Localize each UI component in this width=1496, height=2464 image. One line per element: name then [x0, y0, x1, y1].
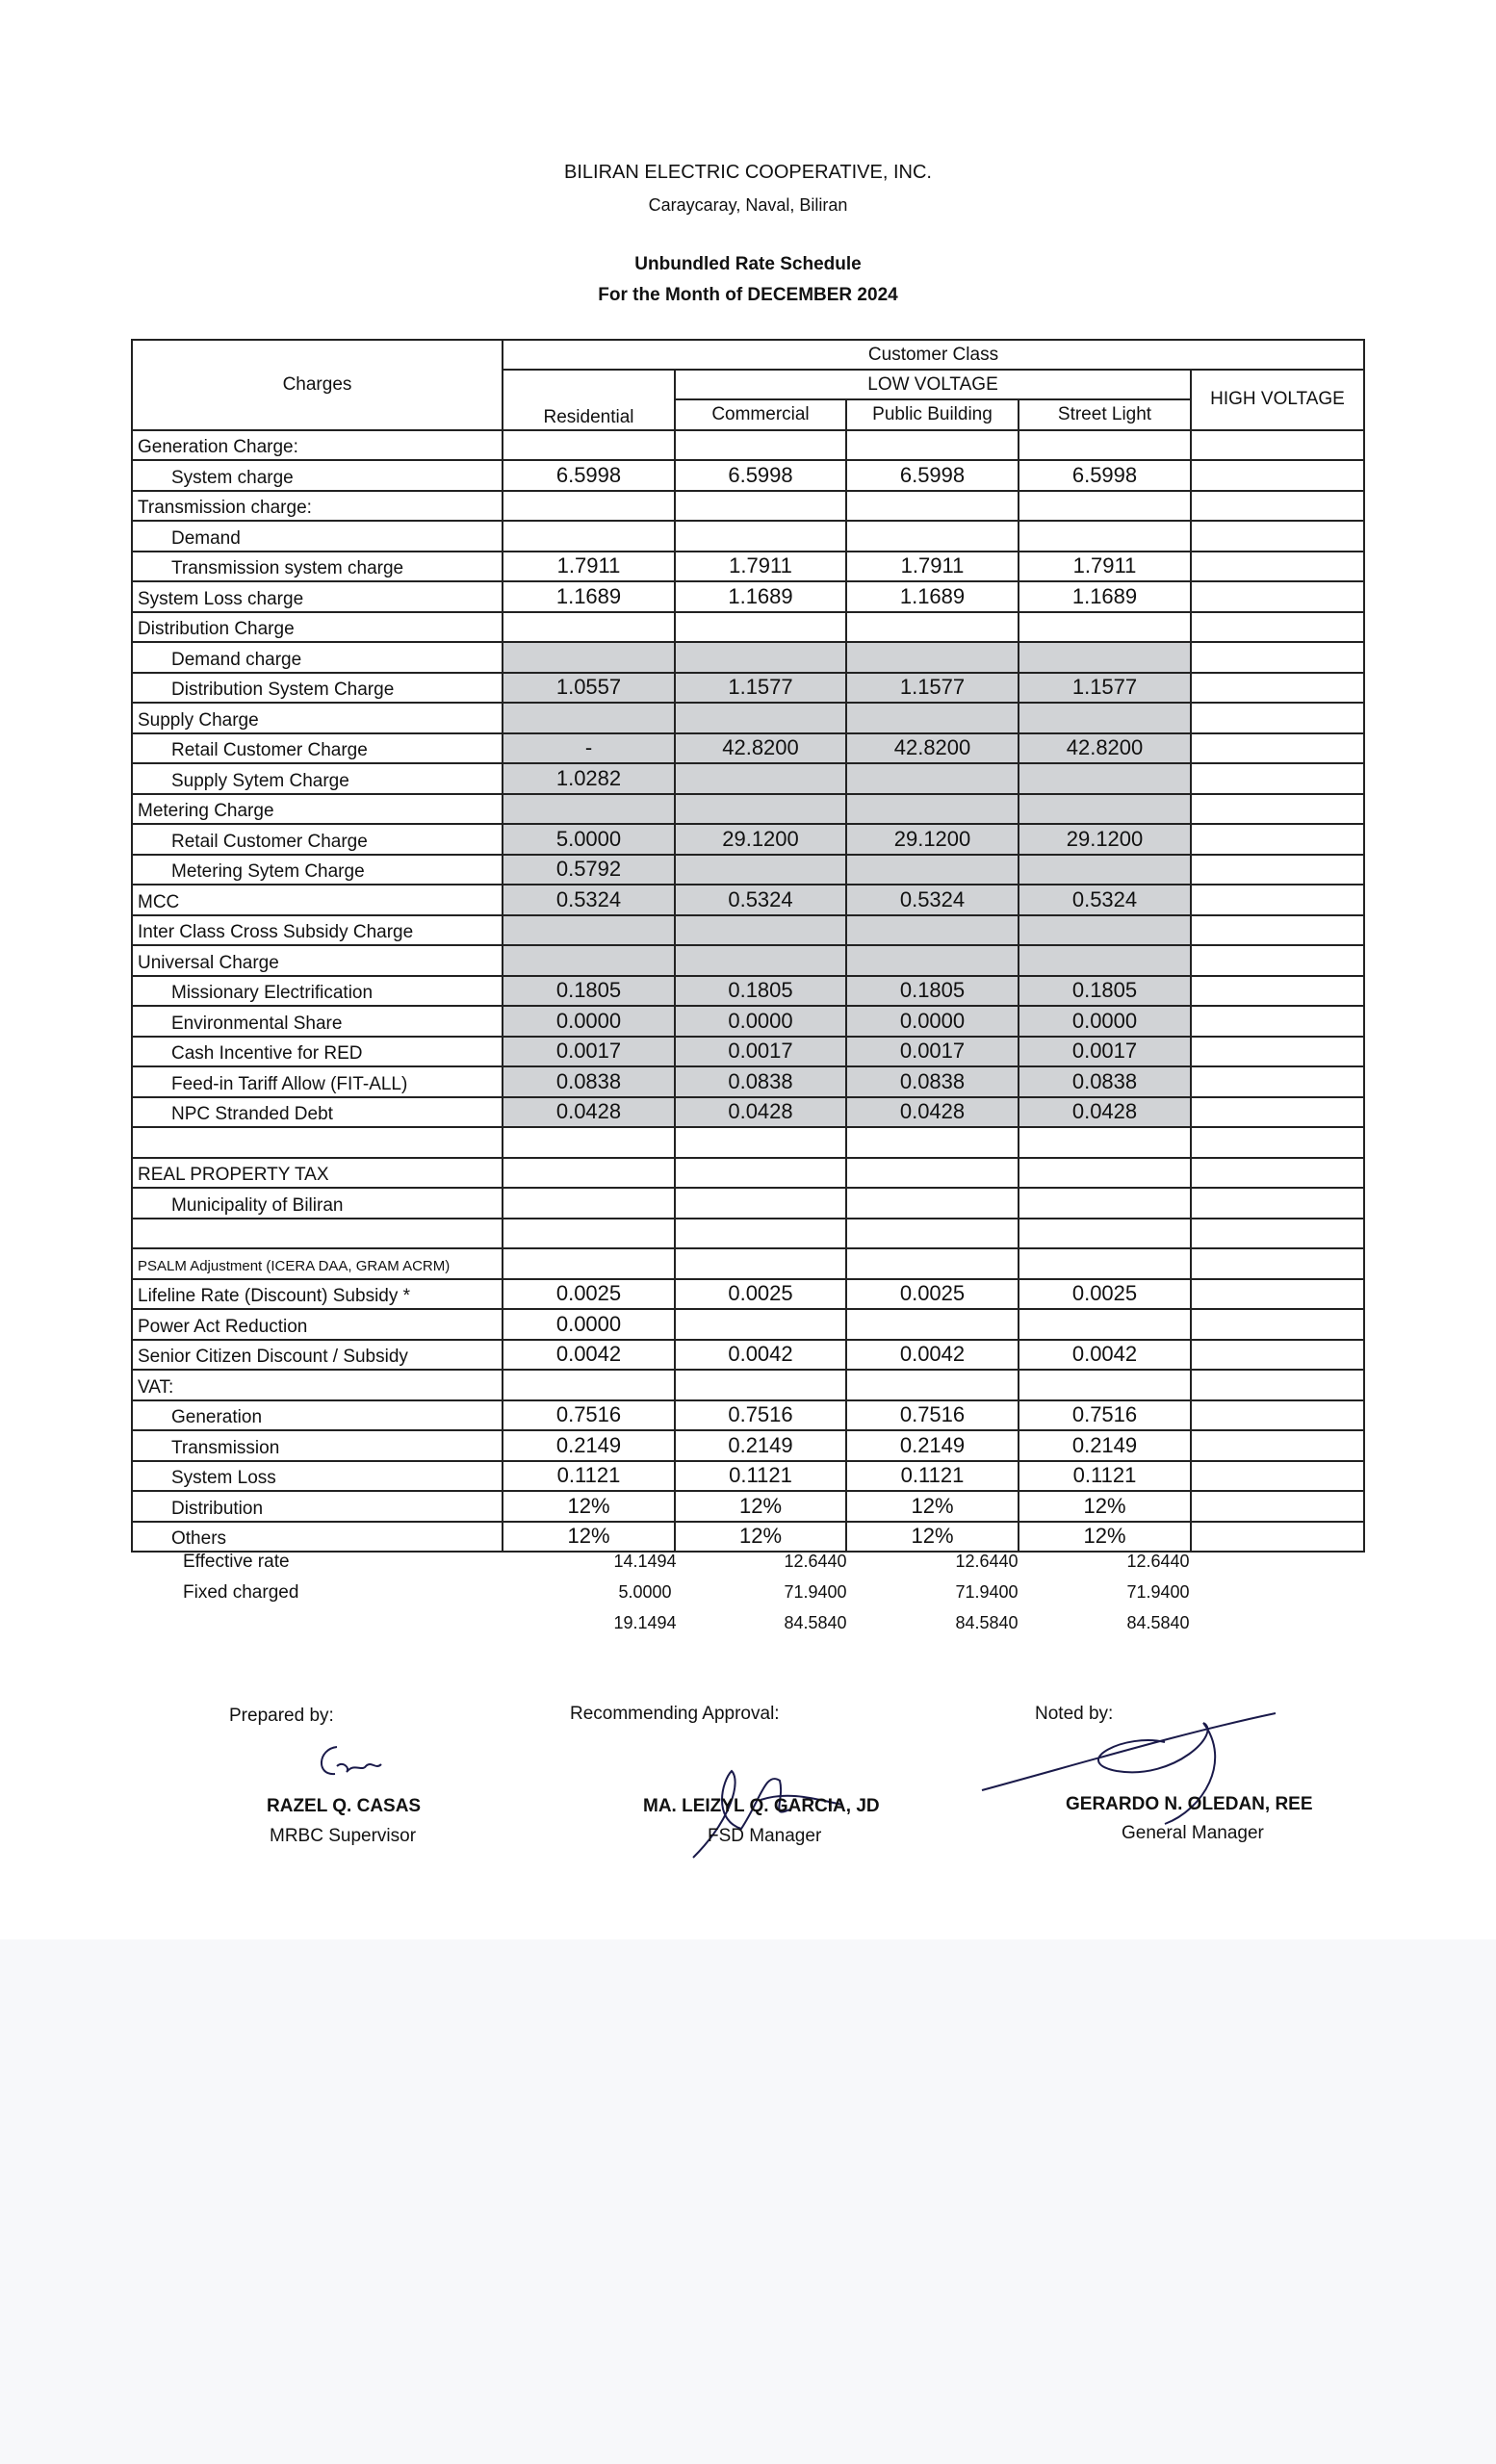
rate-cell-public-building	[846, 1219, 1019, 1249]
row-label: NPC Stranded Debt	[132, 1097, 503, 1128]
rate-cell-street-light	[1019, 1309, 1191, 1340]
rate-cell-commercial: 42.8200	[675, 733, 846, 764]
summary-value: 84.5840	[955, 1613, 1019, 1632]
rate-cell-residential	[503, 642, 675, 673]
rate-cell-high-voltage	[1191, 673, 1364, 704]
rate-cell-high-voltage	[1191, 1188, 1364, 1219]
rate-cell-high-voltage	[1191, 945, 1364, 976]
rate-cell-residential	[503, 1188, 675, 1219]
noted-title: General Manager	[1122, 1823, 1264, 1843]
rate-cell-street-light	[1019, 915, 1191, 946]
col-commercial: Commercial	[675, 399, 846, 430]
summary-value: 12.6440	[955, 1552, 1019, 1571]
rate-cell-street-light	[1019, 1188, 1191, 1219]
rate-cell-street-light: 12%	[1019, 1522, 1191, 1553]
rate-cell-street-light: 0.5324	[1019, 885, 1191, 915]
rate-cell-residential	[503, 612, 675, 643]
rate-cell-street-light: 0.2149	[1019, 1430, 1191, 1461]
rate-cell-high-voltage	[1191, 885, 1364, 915]
rate-cell-commercial: 6.5998	[675, 460, 846, 491]
rate-cell-residential: 1.7911	[503, 552, 675, 582]
rate-cell-residential: 0.0000	[503, 1006, 675, 1037]
rate-cell-street-light	[1019, 1248, 1191, 1279]
rate-cell-residential: 0.1805	[503, 976, 675, 1007]
rate-cell-commercial: 0.1121	[675, 1461, 846, 1492]
rate-cell-residential: 0.0000	[503, 1309, 675, 1340]
doc-subtitle: For the Month of DECEMBER 2024	[598, 285, 898, 305]
table-row	[132, 642, 1364, 673]
row-label: Distribution	[132, 1491, 503, 1522]
rate-cell-high-voltage	[1191, 1248, 1364, 1279]
rate-cell-residential: 5.0000	[503, 824, 675, 855]
table-row	[132, 885, 1364, 915]
noted-name: GERARDO N. OLEDAN, REE	[1066, 1794, 1313, 1814]
rate-cell-public-building	[846, 763, 1019, 794]
rate-cell-commercial	[675, 1370, 846, 1400]
row-label: MCC	[132, 885, 503, 915]
rate-cell-street-light	[1019, 1127, 1191, 1158]
rate-cell-residential	[503, 1370, 675, 1400]
rate-cell-commercial	[675, 1309, 846, 1340]
col-residential: Residential	[503, 370, 675, 430]
summary-row	[0, 1582, 1496, 1611]
rate-cell-public-building	[846, 1158, 1019, 1189]
rate-cell-residential: 0.0042	[503, 1340, 675, 1371]
rate-cell-high-voltage	[1191, 824, 1364, 855]
rate-cell-residential: 12%	[503, 1522, 675, 1553]
rate-cell-public-building	[846, 1188, 1019, 1219]
noted-label: Noted by:	[1035, 1704, 1114, 1724]
row-label: Municipality of Biliran	[132, 1188, 503, 1219]
rate-cell-high-voltage	[1191, 1491, 1364, 1522]
rate-cell-street-light	[1019, 945, 1191, 976]
rate-cell-public-building	[846, 612, 1019, 643]
rate-cell-public-building: 6.5998	[846, 460, 1019, 491]
row-label: Supply Sytem Charge	[132, 763, 503, 794]
rate-cell-street-light	[1019, 1219, 1191, 1249]
summary-value: 71.9400	[784, 1582, 847, 1602]
row-label: Environmental Share	[132, 1006, 503, 1037]
summary-value: 71.9400	[955, 1582, 1019, 1602]
row-label: Metering Sytem Charge	[132, 855, 503, 886]
table-row	[132, 915, 1364, 946]
rate-cell-street-light	[1019, 1158, 1191, 1189]
rate-cell-street-light: 0.0025	[1019, 1279, 1191, 1310]
rate-cell-residential: 12%	[503, 1491, 675, 1522]
table-row	[132, 491, 1364, 522]
rate-cell-street-light: 0.1121	[1019, 1461, 1191, 1492]
rate-cell-public-building: 12%	[846, 1491, 1019, 1522]
rate-cell-public-building	[846, 915, 1019, 946]
rate-cell-commercial	[675, 491, 846, 522]
table-row	[132, 1370, 1364, 1400]
rate-cell-public-building	[846, 794, 1019, 825]
rate-cell-residential: 1.0557	[503, 673, 675, 704]
table-row	[132, 1461, 1364, 1492]
row-label: Missionary Electrification	[132, 976, 503, 1007]
table-row	[132, 430, 1364, 461]
rate-cell-street-light	[1019, 855, 1191, 886]
rate-cell-public-building: 0.2149	[846, 1430, 1019, 1461]
rate-cell-high-voltage	[1191, 915, 1364, 946]
rate-cell-public-building	[846, 430, 1019, 461]
rate-cell-street-light: 0.0838	[1019, 1066, 1191, 1097]
rate-cell-residential: -	[503, 733, 675, 764]
rate-cell-public-building: 0.1121	[846, 1461, 1019, 1492]
summary-value: 5.0000	[618, 1582, 672, 1602]
rate-cell-residential	[503, 1248, 675, 1279]
rate-cell-public-building	[846, 1370, 1019, 1400]
table-row	[132, 976, 1364, 1007]
rate-cell-commercial	[675, 945, 846, 976]
rate-cell-commercial: 0.5324	[675, 885, 846, 915]
rate-cell-commercial	[675, 1188, 846, 1219]
rate-cell-commercial	[675, 1219, 846, 1249]
customer-class-header: Customer Class	[503, 340, 1364, 370]
recommending-label: Recommending Approval:	[570, 1704, 780, 1724]
rate-cell-street-light: 12%	[1019, 1491, 1191, 1522]
row-label: Distribution Charge	[132, 612, 503, 643]
rate-cell-street-light	[1019, 703, 1191, 733]
rate-cell-public-building	[846, 1127, 1019, 1158]
summary-value: 12.6440	[1126, 1552, 1190, 1571]
rate-cell-commercial	[675, 855, 846, 886]
rate-cell-high-voltage	[1191, 491, 1364, 522]
table-row	[132, 521, 1364, 552]
row-label: System Loss charge	[132, 581, 503, 612]
rate-cell-commercial	[675, 430, 846, 461]
rate-table	[131, 339, 1365, 1553]
rate-cell-commercial: 1.7911	[675, 552, 846, 582]
summary-value: 14.1494	[613, 1552, 677, 1571]
rate-cell-commercial: 0.2149	[675, 1430, 846, 1461]
rate-cell-high-voltage	[1191, 1370, 1364, 1400]
prepared-name: RAZEL Q. CASAS	[267, 1796, 422, 1816]
row-label: Others	[132, 1522, 503, 1553]
rate-cell-residential: 1.0282	[503, 763, 675, 794]
rate-cell-high-voltage	[1191, 794, 1364, 825]
row-label: System charge	[132, 460, 503, 491]
summary-value: 12.6440	[784, 1552, 847, 1571]
rate-cell-commercial	[675, 794, 846, 825]
table-row	[132, 1491, 1364, 1522]
row-label: Transmission	[132, 1430, 503, 1461]
summary-value: 71.9400	[1126, 1582, 1190, 1602]
row-label: Demand	[132, 521, 503, 552]
rate-cell-commercial	[675, 642, 846, 673]
rate-cell-street-light: 0.0428	[1019, 1097, 1191, 1128]
rate-cell-commercial	[675, 1158, 846, 1189]
col-street-light: Street Light	[1019, 399, 1191, 430]
table-row	[132, 1309, 1364, 1340]
rate-cell-street-light: 0.0000	[1019, 1006, 1191, 1037]
table-row	[132, 794, 1364, 825]
rate-cell-street-light	[1019, 430, 1191, 461]
row-label: Universal Charge	[132, 945, 503, 976]
rate-cell-public-building: 0.0838	[846, 1066, 1019, 1097]
recommending-name: MA. LEIZYL Q. GARCIA, JD	[643, 1796, 880, 1816]
table-row	[132, 1522, 1364, 1553]
table-row	[132, 824, 1364, 855]
rate-cell-commercial	[675, 1127, 846, 1158]
rate-cell-commercial: 0.1805	[675, 976, 846, 1007]
rate-cell-street-light: 0.0042	[1019, 1340, 1191, 1371]
rate-cell-residential	[503, 1127, 675, 1158]
table-row	[132, 581, 1364, 612]
rate-cell-commercial: 0.0838	[675, 1066, 846, 1097]
rate-cell-residential: 0.2149	[503, 1430, 675, 1461]
rate-cell-residential: 0.0838	[503, 1066, 675, 1097]
col-public-building: Public Building	[846, 399, 1019, 430]
rate-cell-high-voltage	[1191, 1037, 1364, 1067]
rate-cell-high-voltage	[1191, 1309, 1364, 1340]
rate-cell-residential: 0.0017	[503, 1037, 675, 1067]
rate-cell-public-building: 1.1689	[846, 581, 1019, 612]
rate-cell-high-voltage	[1191, 1097, 1364, 1128]
rate-cell-commercial: 0.0025	[675, 1279, 846, 1310]
rate-cell-street-light	[1019, 521, 1191, 552]
rate-cell-high-voltage	[1191, 1430, 1364, 1461]
table-row	[132, 945, 1364, 976]
rate-cell-commercial: 0.0000	[675, 1006, 846, 1037]
table-row	[132, 1219, 1364, 1249]
table-row	[132, 1127, 1364, 1158]
table-row	[132, 1279, 1364, 1310]
low-voltage-header: LOW VOLTAGE	[675, 370, 1191, 399]
rate-cell-commercial	[675, 612, 846, 643]
rate-cell-high-voltage	[1191, 733, 1364, 764]
rate-cell-public-building: 1.7911	[846, 552, 1019, 582]
rate-cell-high-voltage	[1191, 460, 1364, 491]
rate-cell-commercial: 1.1577	[675, 673, 846, 704]
rate-cell-commercial	[675, 915, 846, 946]
rate-cell-high-voltage	[1191, 1279, 1364, 1310]
rate-cell-public-building: 0.0000	[846, 1006, 1019, 1037]
row-label: Transmission charge:	[132, 491, 503, 522]
summary-value: 19.1494	[613, 1613, 677, 1632]
rate-cell-commercial: 29.1200	[675, 824, 846, 855]
rate-cell-commercial: 12%	[675, 1522, 846, 1553]
rate-cell-street-light: 0.1805	[1019, 976, 1191, 1007]
row-label: Demand charge	[132, 642, 503, 673]
row-label: Transmission system charge	[132, 552, 503, 582]
rate-cell-public-building: 12%	[846, 1522, 1019, 1553]
high-voltage-header: HIGH VOLTAGE	[1191, 370, 1364, 430]
rate-cell-residential: 6.5998	[503, 460, 675, 491]
rate-cell-public-building	[846, 945, 1019, 976]
rate-cell-street-light: 1.7911	[1019, 552, 1191, 582]
row-label: Generation Charge:	[132, 430, 503, 461]
rate-cell-commercial: 12%	[675, 1491, 846, 1522]
rate-cell-residential	[503, 521, 675, 552]
rate-cell-high-voltage	[1191, 521, 1364, 552]
rate-cell-commercial: 0.0017	[675, 1037, 846, 1067]
rate-cell-public-building	[846, 491, 1019, 522]
rate-cell-residential: 1.1689	[503, 581, 675, 612]
row-label: Cash Incentive for RED	[132, 1037, 503, 1067]
row-label	[132, 1127, 503, 1158]
rate-cell-high-voltage	[1191, 763, 1364, 794]
rate-cell-commercial: 0.0042	[675, 1340, 846, 1371]
org-name: BILIRAN ELECTRIC COOPERATIVE, INC.	[564, 162, 932, 183]
rate-cell-high-voltage	[1191, 581, 1364, 612]
row-label: Distribution System Charge	[132, 673, 503, 704]
rate-cell-residential: 0.0025	[503, 1279, 675, 1310]
rate-cell-street-light: 0.0017	[1019, 1037, 1191, 1067]
charges-header: Charges	[132, 340, 503, 430]
rate-cell-commercial: 0.0428	[675, 1097, 846, 1128]
doc-title: Unbundled Rate Schedule	[634, 254, 862, 274]
rate-cell-street-light	[1019, 1370, 1191, 1400]
table-row	[132, 1006, 1364, 1037]
rate-cell-high-voltage	[1191, 1219, 1364, 1249]
summary-label: Effective rate	[183, 1552, 290, 1572]
row-label: Inter Class Cross Subsidy Charge	[132, 915, 503, 946]
rate-cell-public-building	[846, 855, 1019, 886]
table-row	[132, 612, 1364, 643]
row-label: Metering Charge	[132, 794, 503, 825]
row-label: Retail Customer Charge	[132, 824, 503, 855]
rate-cell-public-building: 0.5324	[846, 885, 1019, 915]
row-label	[132, 1219, 503, 1249]
prepared-label: Prepared by:	[229, 1706, 334, 1726]
table-row	[132, 1188, 1364, 1219]
summary-value: 84.5840	[1126, 1613, 1190, 1632]
rate-cell-high-voltage	[1191, 1158, 1364, 1189]
rate-cell-residential	[503, 945, 675, 976]
summary-value: 84.5840	[784, 1613, 847, 1632]
summary-label: Fixed charged	[183, 1582, 299, 1603]
row-label: Lifeline Rate (Discount) Subsidy *	[132, 1279, 503, 1310]
row-label: Generation	[132, 1400, 503, 1431]
row-label: Senior Citizen Discount / Subsidy	[132, 1340, 503, 1371]
rate-cell-street-light: 29.1200	[1019, 824, 1191, 855]
rate-cell-public-building: 29.1200	[846, 824, 1019, 855]
summary-row	[0, 1613, 1496, 1642]
rate-cell-public-building: 1.1577	[846, 673, 1019, 704]
row-label: System Loss	[132, 1461, 503, 1492]
row-label: Retail Customer Charge	[132, 733, 503, 764]
rate-cell-street-light: 1.1577	[1019, 673, 1191, 704]
rate-cell-street-light: 1.1689	[1019, 581, 1191, 612]
rate-cell-high-voltage	[1191, 552, 1364, 582]
rate-cell-high-voltage	[1191, 430, 1364, 461]
rate-cell-residential: 0.7516	[503, 1400, 675, 1431]
rate-cell-high-voltage	[1191, 1006, 1364, 1037]
table-row	[132, 1340, 1364, 1371]
table-row	[132, 673, 1364, 704]
rate-cell-high-voltage	[1191, 1400, 1364, 1431]
rate-cell-public-building: 0.0025	[846, 1279, 1019, 1310]
table-row	[132, 763, 1364, 794]
rate-cell-residential: 0.0428	[503, 1097, 675, 1128]
rate-cell-commercial	[675, 703, 846, 733]
rate-cell-residential: 0.5792	[503, 855, 675, 886]
rate-cell-commercial	[675, 521, 846, 552]
rate-cell-high-voltage	[1191, 1066, 1364, 1097]
rate-cell-high-voltage	[1191, 612, 1364, 643]
rate-cell-street-light: 6.5998	[1019, 460, 1191, 491]
org-address: Caraycaray, Naval, Biliran	[648, 195, 848, 215]
rate-cell-public-building	[846, 642, 1019, 673]
rate-cell-residential	[503, 430, 675, 461]
row-label: Supply Charge	[132, 703, 503, 733]
table-row	[132, 1400, 1364, 1431]
table-row	[132, 552, 1364, 582]
rate-cell-street-light	[1019, 642, 1191, 673]
table-row	[132, 1037, 1364, 1067]
rate-cell-public-building: 42.8200	[846, 733, 1019, 764]
rate-cell-public-building	[846, 703, 1019, 733]
rate-cell-public-building	[846, 1309, 1019, 1340]
summary-row	[0, 1552, 1496, 1580]
rate-cell-public-building: 0.0042	[846, 1340, 1019, 1371]
rate-cell-public-building: 0.7516	[846, 1400, 1019, 1431]
row-label: Power Act Reduction	[132, 1309, 503, 1340]
rate-cell-street-light	[1019, 763, 1191, 794]
rate-cell-public-building: 0.0428	[846, 1097, 1019, 1128]
rate-cell-residential	[503, 1158, 675, 1189]
rate-cell-street-light: 0.7516	[1019, 1400, 1191, 1431]
rate-cell-commercial: 1.1689	[675, 581, 846, 612]
table-row	[132, 703, 1364, 733]
rate-cell-residential	[503, 1219, 675, 1249]
rate-cell-residential	[503, 491, 675, 522]
rate-cell-high-voltage	[1191, 1461, 1364, 1492]
row-label: Feed-in Tariff Allow (FIT-ALL)	[132, 1066, 503, 1097]
row-label: VAT:	[132, 1370, 503, 1400]
rate-cell-residential	[503, 915, 675, 946]
rate-cell-commercial	[675, 1248, 846, 1279]
table-row	[132, 1248, 1364, 1279]
rate-cell-high-voltage	[1191, 976, 1364, 1007]
table-row	[132, 855, 1364, 886]
table-row	[132, 1430, 1364, 1461]
signature-casas-icon	[308, 1737, 395, 1785]
table-row	[132, 460, 1364, 491]
rate-cell-residential	[503, 703, 675, 733]
rate-cell-street-light	[1019, 491, 1191, 522]
table-row	[132, 733, 1364, 764]
table-row	[132, 1066, 1364, 1097]
rate-cell-public-building	[846, 1248, 1019, 1279]
rate-cell-high-voltage	[1191, 1127, 1364, 1158]
row-label: REAL PROPERTY TAX	[132, 1158, 503, 1189]
recommending-title: FSD Manager	[708, 1826, 822, 1846]
rate-cell-street-light	[1019, 794, 1191, 825]
rate-cell-street-light	[1019, 612, 1191, 643]
rate-cell-residential: 0.1121	[503, 1461, 675, 1492]
table-row	[132, 1097, 1364, 1128]
rate-cell-high-voltage	[1191, 1340, 1364, 1371]
rate-cell-public-building: 0.0017	[846, 1037, 1019, 1067]
rate-cell-high-voltage	[1191, 642, 1364, 673]
prepared-title: MRBC Supervisor	[270, 1826, 417, 1846]
rate-cell-public-building	[846, 521, 1019, 552]
table-row	[132, 1158, 1364, 1189]
rate-cell-commercial: 0.7516	[675, 1400, 846, 1431]
rate-cell-high-voltage	[1191, 855, 1364, 886]
rate-cell-residential: 0.5324	[503, 885, 675, 915]
rate-cell-residential	[503, 794, 675, 825]
row-label: PSALM Adjustment (ICERA DAA, GRAM ACRM)	[132, 1248, 503, 1279]
rate-cell-high-voltage	[1191, 703, 1364, 733]
rate-cell-commercial	[675, 763, 846, 794]
rate-cell-high-voltage	[1191, 1522, 1364, 1553]
rate-cell-public-building: 0.1805	[846, 976, 1019, 1007]
rate-cell-street-light: 42.8200	[1019, 733, 1191, 764]
